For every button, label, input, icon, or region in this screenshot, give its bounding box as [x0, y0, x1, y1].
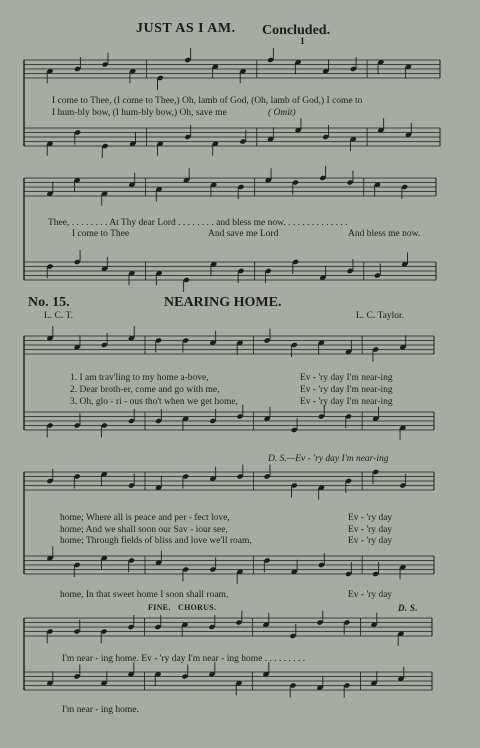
page-subtitle: Concluded.	[262, 23, 331, 38]
sys3-bass-lyrics: I'm near - ing home.	[62, 705, 139, 715]
verse-2-end: Ev - 'ry day I'm near-ing	[300, 385, 393, 395]
sys2-line-3: home; Through fields of bliss and love we'll roam,	[60, 536, 252, 546]
bass-line: home, In that sweet home I soon shall roam,	[60, 590, 229, 600]
lyrics-line-1: I come to Thee, (I come to Thee,) Oh, lamb of God, (Oh, lamb of God,) I come to	[52, 96, 363, 106]
lyrics-line-4a: I come to Thee	[72, 229, 130, 239]
author-right: L. C. Taylor.	[356, 311, 404, 321]
verse-1: 1. I am trav'ling to my home a-bove,	[70, 373, 209, 383]
verse-1-end: Ev - 'ry day I'm near-ing	[300, 373, 393, 383]
author-left: L. C. T.	[44, 311, 73, 321]
lyrics-omit: ( Omit)	[268, 108, 296, 118]
lyrics-line-3: Thee, . . . . . . . . At Thy dear Lord . . . . . . . . and bless me now. . . . . . . . . . . . . .	[48, 218, 348, 228]
sys3-lyrics: I'm near - ing home. Ev - 'ry day I'm near - ing home . . . . . . . . .	[62, 654, 306, 664]
hymn-title: NEARING HOME.	[164, 295, 282, 310]
ds-line: D. S.—Ev - 'ry day I'm near-ing	[268, 454, 389, 464]
page-title: JUST AS I AM.	[136, 21, 236, 36]
sys2-end-1: Ev - 'ry day	[348, 513, 393, 523]
hymn-number: No. 15.	[28, 295, 70, 310]
verse-3: 3. Oh, glo - ri - ous tho't when we get home,	[70, 397, 238, 407]
verse-3-end: Ev - 'ry day I'm near-ing	[300, 397, 393, 407]
sys2-line-1: home; Where all is peace and per - fect love,	[60, 513, 230, 523]
fine-mark: FINE.	[148, 603, 171, 612]
ending-mark: 1	[300, 37, 305, 47]
lyrics-line-2: I hum-bly bow, (I hum-bly bow,) Oh, save me	[52, 108, 227, 118]
bass-line-end: Ev - 'ry day	[348, 590, 393, 600]
chorus-mark: CHORUS.	[178, 603, 217, 612]
lyrics-line-4b: And save me Lord	[208, 229, 279, 239]
verse-2: 2. Dear broth-er, come and go with me,	[70, 385, 220, 395]
lyrics-line-4c: And bless me now.	[348, 229, 421, 239]
sys2-end-3: Ev - 'ry day	[348, 536, 393, 546]
ds-mark: D. S.	[398, 603, 418, 613]
sys2-line-2: home; And we shall soon our Sav - iour see,	[60, 525, 228, 535]
sys2-end-2: Ev - 'ry day	[348, 525, 393, 535]
